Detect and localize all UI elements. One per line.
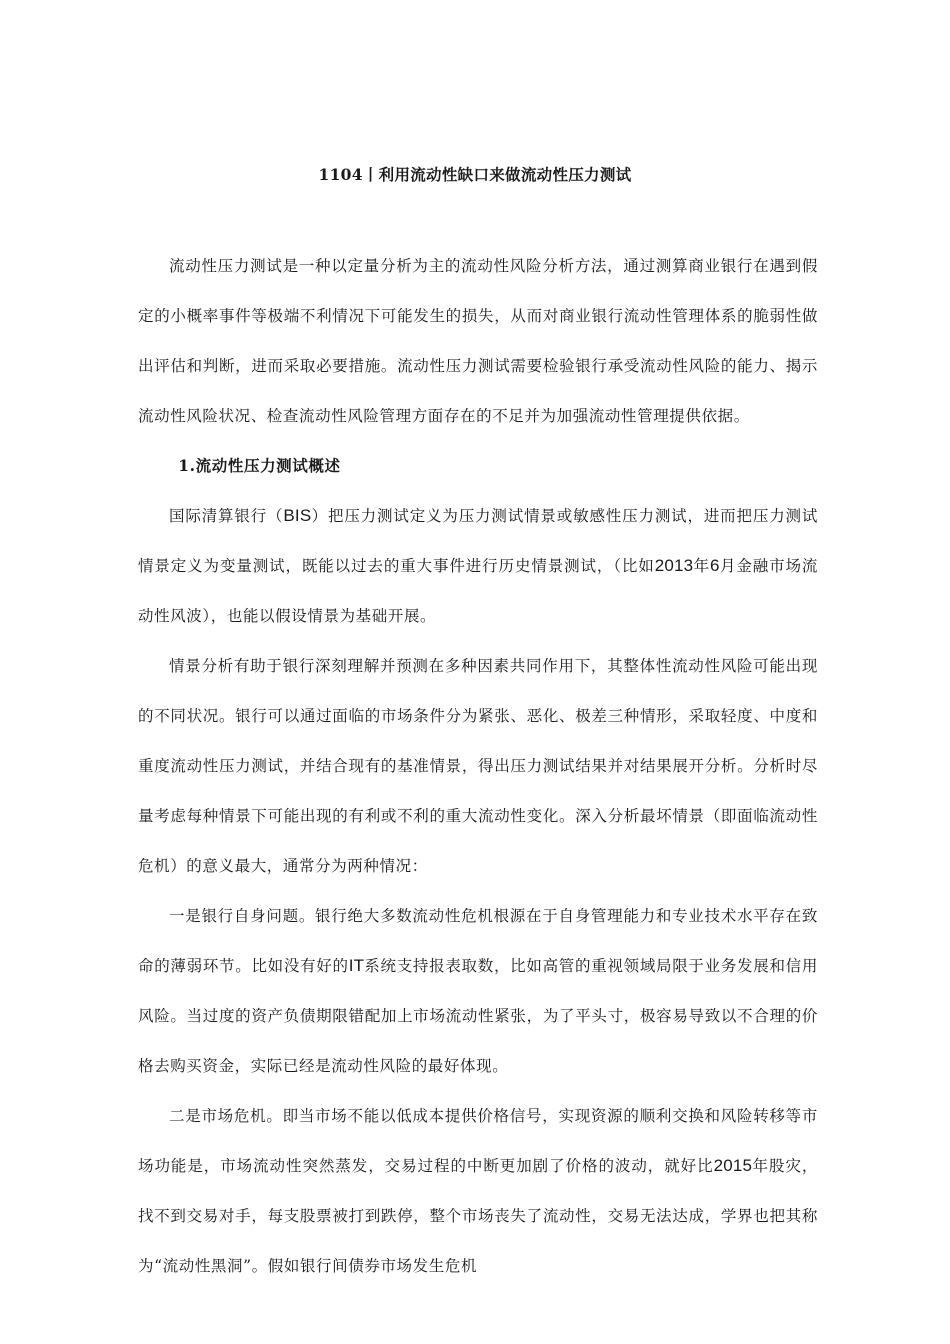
paragraph-intro: 流动性压力测试是一种以定量分析为主的流动性风险分析方法，通过测算商业银行在遇到假定的小概率事件等极端不利情况下可能发生的损失，从而对商业银行流动性管理体系的脆弱性做出评估和判断，进而采取必要措施。流动性压力测试需要检验银行承受流动性风险的能力、揭示流动性风险状况、检查流动性风险管理方面存在的不足并为加强流动性管理提供依据。 — [138, 257, 818, 425]
paragraph-scenario-analysis: 情景分析有助于银行深刻理解并预测在多种因素共同作用下，其整体性流动性风险可能出现的不同状况。银行可以通过面临的市场条件分为紧张、恶化、极差三种情形，采取轻度、中度和重度流动性压力测试，并结合现有的基准情景，得出压力测试结果并对结果展开分析。分析时尽量考虑每种情景下可能出现的有利或不利的重大流动性变化。深入分析最坏情景（即面临流动性危机）的意义最大，通常分为两种情况： — [138, 657, 818, 875]
latin-run: 2015 — [713, 1156, 753, 1175]
latin-run: 2013 — [654, 556, 694, 575]
latin-run: BIS — [283, 506, 312, 525]
document-body — [138, 241, 818, 1291]
section-heading: 1.流动性压力测试概述 — [178, 456, 341, 475]
paragraph-market-crisis: 二是市场危机。即当市场不能以低成本提供价格信号，实现资源的顺利交换和风险转移等市场功能是，市场流动性突然蒸发，交易过程的中断更加剧了价格的波动，就好比2015年股灾，找不到交易对手，每支股票被打到跌停，整个市场丧失了流动性，交易无法达成，学界也把其称为“流动性黑洞”。假如银行间债券市场发生危机 — [138, 1107, 818, 1275]
document-title: 1104丨利用流动性缺口来做流动性压力测试 — [318, 165, 632, 184]
latin-run: 6 — [710, 556, 720, 575]
paragraph-bis: 国际清算银行（BIS）把压力测试定义为压力测试情景或敏感性压力测试，进而把压力测试情景定义为变量测试，既能以过去的重大事件进行历史情景测试，（比如2013年6月金融市场流动性风波），也能以假设情景为基础开展。 — [138, 506, 819, 625]
latin-run: IT — [348, 956, 365, 975]
paragraph-bank-internal: 一是银行自身问题。银行绝大多数流动性危机根源在于自身管理能力和专业技术水平存在致命的薄弱环节。比如没有好的IT系统支持报表取数，比如高管的重视领域局限于业务发展和信用风险。当过度的资产负债期限错配加上市场流动性紧张，为了平头寸，极容易导致以不合理的价格去购买资金，实际已经是流动性风险的最好体现。 — [138, 907, 818, 1075]
